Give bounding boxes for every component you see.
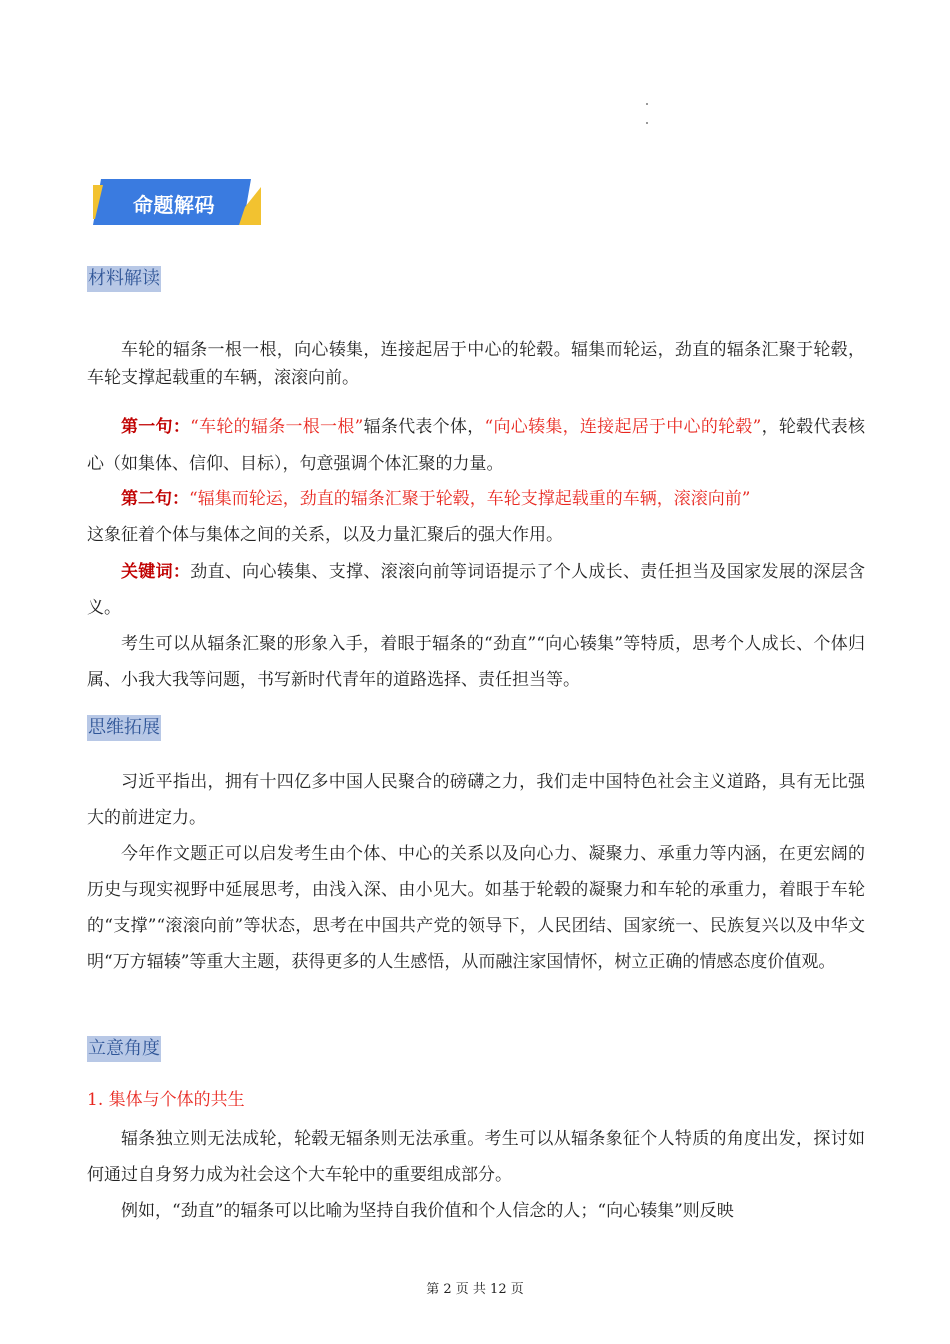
angle-paragraph-1: 辐条独立则无法成轮，轮毂无辐条则无法承重。考生可以从辐条象征个人特质的角度出发，探讨如何通过自身努力成为社会这个大车轮中的重要组成部分。: [87, 1129, 865, 1185]
title-banner: [93, 179, 261, 225]
sentence-two-quote: “辐集而轮运，劲直的辐条汇聚于轮毂，车轮支撑起载重的车辆，滚滚向前”: [189, 489, 751, 509]
section-heading-material: 材料解读: [87, 266, 161, 292]
sentence-one-quote-a: “车轮的辐条一根一根”: [190, 417, 364, 437]
angle-paragraph-2: 例如，“劲直”的辐条可以比喻为坚持自我价值和个人信念的人；“向心辏集”则反映: [121, 1201, 734, 1221]
material-quote: 车轮的辐条一根一根，向心辏集，连接起居于中心的轮毂。辐集而轮运，劲直的辐条汇聚于轮毂，车轮支撑起载重的车辆，滚滚向前。: [87, 340, 865, 388]
keywords-label: 关键词：: [121, 562, 191, 582]
angle-item-1-text: 集体与个体的共生: [108, 1090, 245, 1110]
thinking-paragraph-2: 今年作文题正可以启发考生由个体、中心的关系以及向心力、凝聚力、承重力等内涵，在更宏阔的历史与现实视野中延展思考，由浅入深、由小见大。如基于轮毂的凝聚力和车轮的承重力，着眼于车轮的“支撑”“滚滚向前”等状态，思考在中国共产党的领导下，人民团结、国家统一、民族复兴以及中华文明“万方辐辏”等重大主题，获得更多的人生感悟，从而融注家国情怀，树立正确的情感态度价值观。: [87, 844, 865, 972]
angle-item-1-number: 1.: [87, 1090, 104, 1110]
angle-item-1-title: [87, 1087, 245, 1113]
scan-dot: [646, 103, 648, 105]
sentence-two-label: 第二句：: [121, 489, 189, 509]
scan-dot: [646, 122, 648, 124]
section-heading-thinking: 思维拓展: [87, 715, 161, 741]
thinking-paragraph-1: 习近平指出，拥有十四亿多中国人民聚合的磅礴之力，我们走中国特色社会主义道路，具有无比强大的前进定力。: [87, 772, 865, 828]
keywords-analysis: [87, 554, 865, 626]
section-heading-angles: 立意角度: [87, 1036, 161, 1062]
sentence-two-analysis: [87, 481, 865, 553]
sentence-one-text-b: ，轮毂代表核心（如集体、信仰、目标），句意强调个体汇聚的力量。: [87, 417, 866, 474]
sentence-one-text-a: 辐条代表个体，: [363, 417, 485, 437]
sentence-one-label: 第一句：: [121, 417, 191, 437]
sentence-one-quote-b: “向心辏集，连接起居于中心的轮毂”: [484, 417, 762, 437]
sentence-two-text: 这象征着个体与集体之间的关系，以及力量汇聚后的强大作用。: [87, 525, 563, 545]
sentence-one-analysis: [87, 409, 865, 483]
banner-title: 命题解码: [133, 193, 215, 217]
material-summary: 考生可以从辐条汇聚的形象入手，着眼于辐条的“劲直”“向心辏集”等特质，思考个人成长、个体归属、小我大我等问题，书写新时代青年的道路选择、责任担当等。: [87, 634, 865, 690]
keywords-text: 劲直、向心辏集、支撑、滚滚向前等词语提示了个人成长、责任担当及国家发展的深层含义。: [87, 562, 866, 618]
page-footer: 第 2 页 共 12 页: [426, 1282, 524, 1297]
